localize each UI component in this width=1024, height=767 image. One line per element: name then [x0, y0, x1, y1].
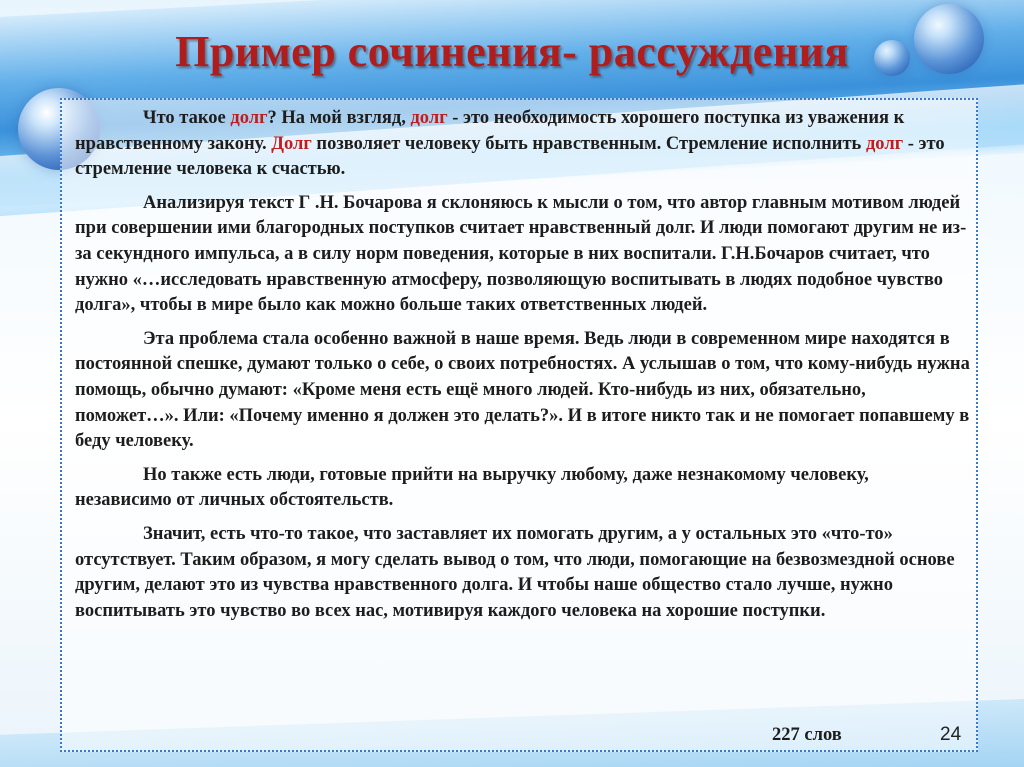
- text-fragment: позволяет человеку быть нравственным. Стремление исполнить: [311, 133, 866, 154]
- word-count: 227 слов: [772, 725, 842, 745]
- paragraph-helpers: Но также есть люди, готовые прийти на выручку любому, даже незнакомому человеку, независимо от личных обстоятельств.: [75, 464, 869, 511]
- text-fragment: Что такое: [143, 108, 231, 128]
- page-number: 24: [940, 724, 962, 745]
- essay-body: [75, 106, 970, 624]
- keyword-duty: долг: [410, 108, 448, 128]
- paragraph-analysis: Анализируя текст Г .Н. Бочарова я склоняюсь к мысли о том, что автор главным мотивом людей при совершении ими благородных поступков считает нравственный долг. И люди помогают другим не из-за секундного импульса, а в силу норм поведения, которые в них воспитали. Г.Н.Бочаров считает, что нужно «…исследовать нравственную атмосферу, позволяющую воспитывать в людях подобное чувство долга», чтобы в мире было как можно больше таких ответственных людей.: [75, 192, 967, 316]
- paragraph-conclusion: Значит, есть что-то такое, что заставляет их помогать другим, а у остальных это «что-то» отсутствует. Таким образом, я могу сделать вывод о том, что люди, помогающие на безвозмездной основе другим, делают это из чувства нравственного долга. И чтобы наше общество стало лучше, нужно воспитывать это чувство во всех нас, мотивируя каждого человека на хорошие поступки.: [75, 523, 955, 621]
- slide-title: Пример сочинения- рассуждения: [175, 27, 849, 76]
- keyword-duty: долг: [230, 108, 268, 128]
- text-fragment: ? На мой взгляд,: [267, 108, 411, 128]
- paragraph-definition: [75, 106, 970, 183]
- text-fragment: - это необходимость хорошего поступка из уважения к нравственному закону.: [75, 108, 905, 154]
- keyword-duty: Долг: [271, 133, 312, 154]
- keyword-duty: долг: [865, 133, 904, 154]
- text-fragment: - это стремление человека к счастью.: [75, 133, 945, 180]
- paragraph-problem: Эта проблема стала особенно важной в наше время. Ведь люди в современном мире находятся в постоянной спешке, думают только о себе, о своих потребностях. А услышав о том, что кому-нибудь нужна помощь, обычно думают: «Кроме меня есть ещё много людей. Кто-нибудь из них, обязательно, поможет…». Или: «Почему именно я должен это делать?». И в итоге никто так и не помогает попавшему в беду человеку.: [75, 328, 970, 452]
